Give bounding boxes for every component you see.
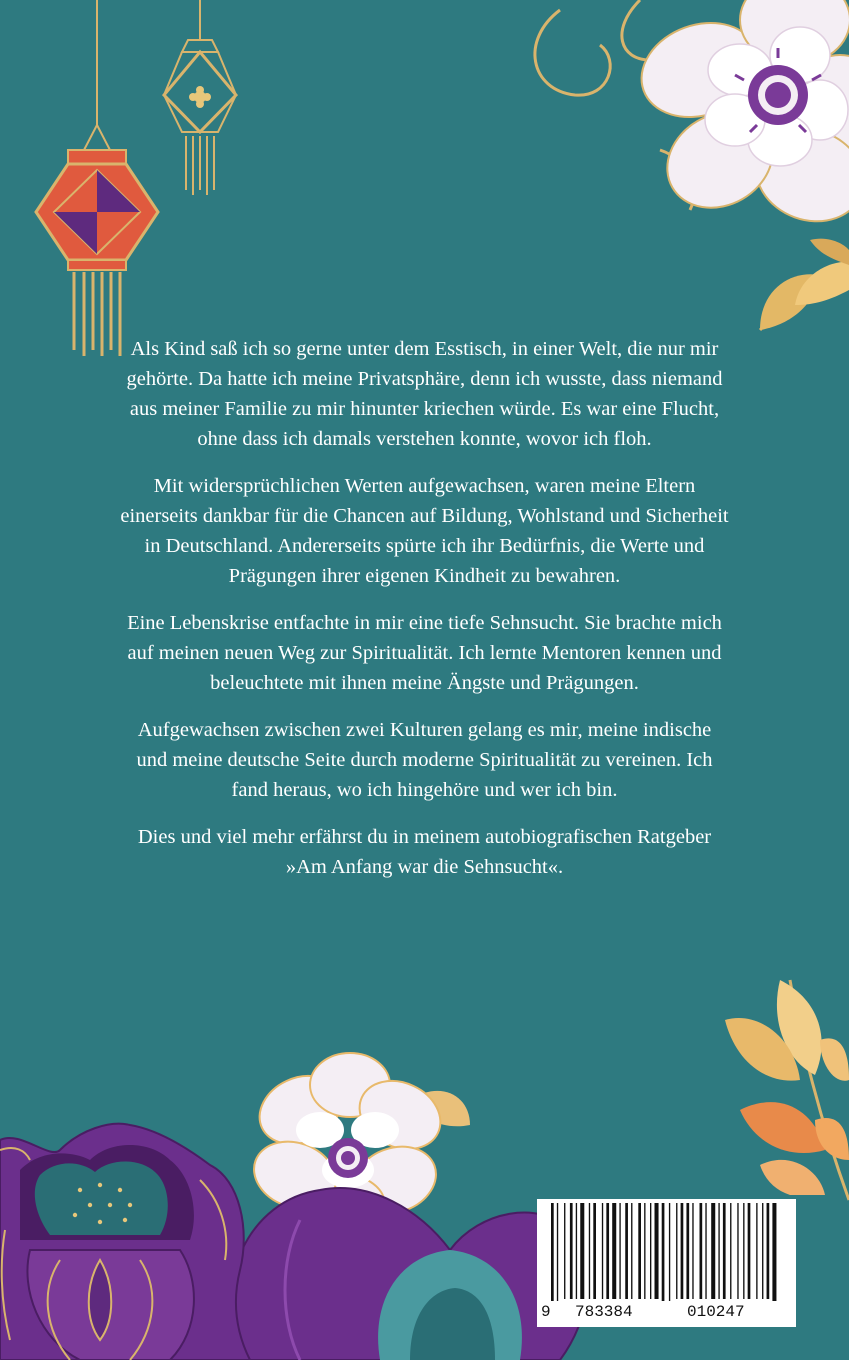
blurb-paragraph: Aufgewachsen zwischen zwei Kulturen gelang es mir, meine indische und meine deutsche Seite durch moderne Spiritualität zu vereinen. Ich fand heraus, wo ich hingehöre und wer ich bin. xyxy=(136,719,713,801)
blurb-paragraph: Mit widersprüchlichen Werten aufgewachsen, waren meine Eltern einerseits dankbar für die Chancen auf Bildung, Wohlstand und Sicherheit in Deutschland. Andererseits spürte ich ihr Bedürfnis, die Werte und Prägungen ihrer eigenen Kindheit zu bewahren. xyxy=(120,475,729,587)
top-right-flower-icon xyxy=(535,0,849,236)
blurb-paragraph: Als Kind saß ich so gerne unter dem Esstisch, in einer Welt, die nur mir gehörte. Da hatte ich meine Privatsphäre, denn ich wusste, dass niemand aus meiner Familie zu mir hinunter kriechen würde. Es war eine Flucht, ohne dass ich damals verstehen konnte, wovor ich floh. xyxy=(126,338,723,450)
blurb-paragraph: Dies und viel mehr erfährst du in meinem autobiografischen Ratgeber »Am Anfang war die Sehnsucht«. xyxy=(137,826,712,878)
barcode-lead-digit: 9 xyxy=(541,1303,551,1321)
large-lantern-icon xyxy=(36,0,158,356)
small-lantern-icon xyxy=(164,0,236,195)
right-leaves-icon xyxy=(760,239,849,330)
blurb-paragraph: Eine Lebenskrise entfachte in mir eine tiefe Sehnsucht. Sie brachte mich auf meinen neuen Weg zur Spiritualität. Ich lernte Mentoren kennen und beleuchtete mit ihnen meine Ängste und Prägungen. xyxy=(127,612,722,694)
barcode-right-group: 010247 xyxy=(687,1303,745,1321)
barcode-left-group: 783384 xyxy=(575,1303,633,1321)
isbn-barcode xyxy=(537,1199,796,1327)
blurb-text xyxy=(120,334,729,899)
barcode-digits xyxy=(537,1303,796,1325)
barcode-icon xyxy=(543,1203,790,1301)
bottom-right-leaves-icon xyxy=(410,980,849,1200)
